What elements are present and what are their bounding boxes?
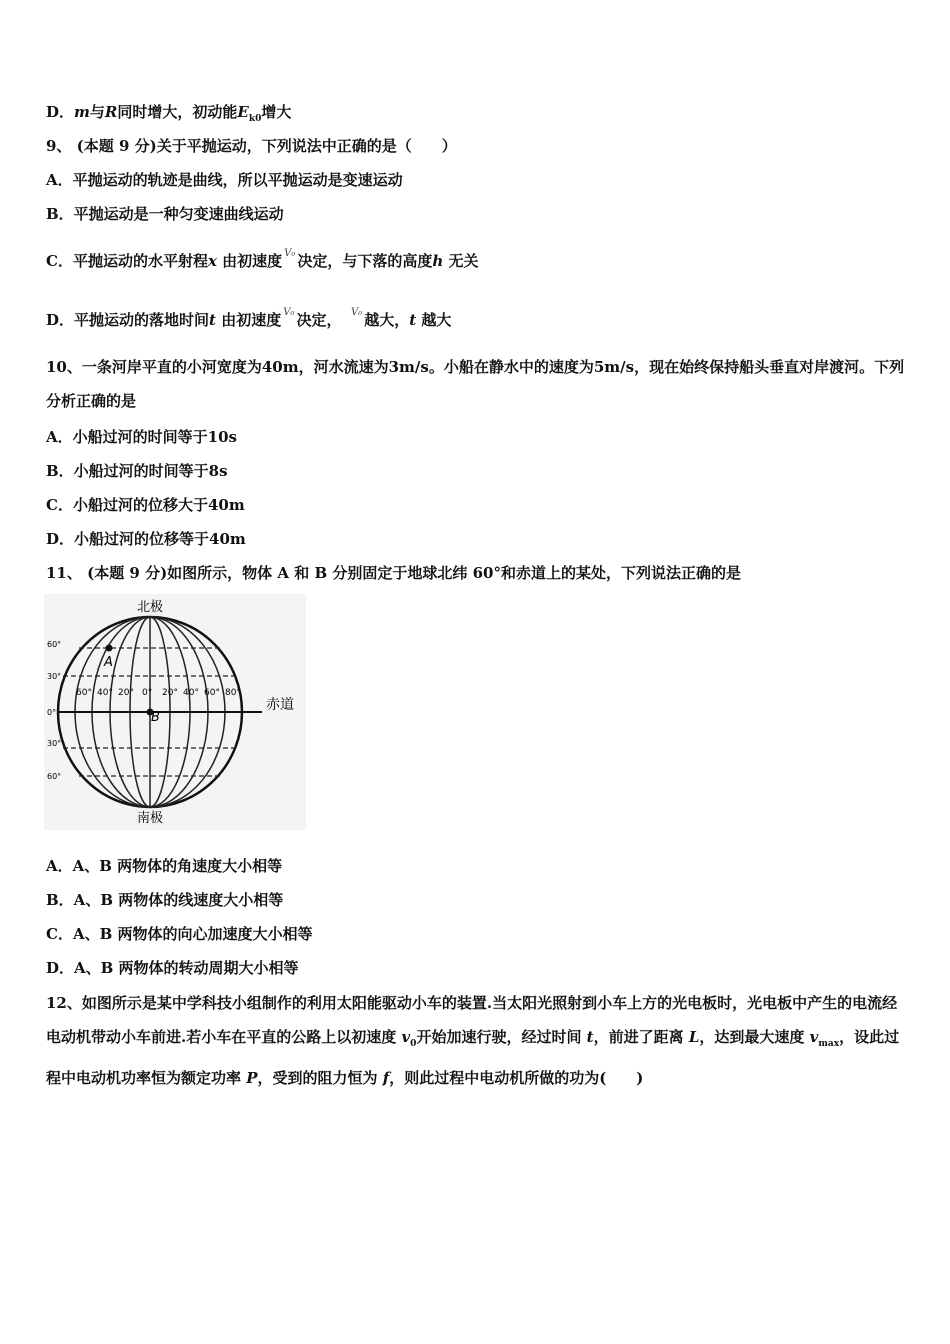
lon-label: 20° [118, 688, 134, 698]
q9-option-c: C．平抛运动的水平射程x 由初速度 $^{V_0}$ 决定，与下落的高度h 无关 [46, 248, 479, 270]
q9-option-b: B．平抛运动是一种匀变速曲线运动 [46, 205, 284, 223]
lat-label: 0° [47, 708, 57, 717]
q12-stem: 12、如图所示是某中学科技小组制作的利用太阳能驱动小车的装置.当太阳光照射到小车上方的光电板时，光电板中产生的电流经电动机带动小车前进.若小车在平直的公路上以初速度 $v_0$开始加速行驶，经过时间 t，前进了距离 L，达到最大速度 $v_{max}$，设此过程中电动机功率恒为额定功率 P，受到的阻力恒为 f，则此过程中电动机所做的功为( ) [46, 994, 900, 1087]
q11-stem: 11、 (本题 9 分)如图所示，物体 A 和 B 分别固定于地球北纬 60°和赤道上的某处，下列说法正确的是 [46, 564, 741, 582]
lon-label: 40° [183, 688, 199, 698]
q9-stem: 9、 (本题 9 分)关于平抛运动，下列说法中正确的是（ ） [46, 137, 457, 155]
q11-option-a: A．A、B 两物体的角速度大小相等 [46, 857, 283, 875]
q10-stem: 10、一条河岸平直的小河宽度为40m，河水流速为3m/s。小船在静水中的速度为5m/s，现在始终保持船头垂直对岸渡河。下列分析正确的是 [46, 358, 905, 410]
q10-option-c: C．小船过河的位移大于40m [46, 496, 245, 514]
north-pole-label: 北极 [136, 600, 164, 615]
q9-option-a: A．平抛运动的轨迹是曲线，所以平抛运动是变速运动 [46, 171, 403, 189]
equator-label: 赤道 [266, 697, 294, 713]
lat-label: 60° [47, 772, 62, 781]
lat-label: 60° [47, 640, 62, 649]
lon-label: 0° [142, 688, 153, 698]
lat-label: 30° [47, 672, 62, 681]
south-pole-label: 南极 [136, 811, 164, 826]
q9-option-d: D．平抛运动的落地时间t 由初速度 $^{V_0}$ 决定， $^{V_0}$ 越大，t 越大 [46, 307, 452, 329]
q11-option-c: C．A、B 两物体的向心加速度大小相等 [46, 925, 313, 943]
lat-label: 30° [47, 739, 62, 748]
lon-label: 80° [225, 688, 241, 698]
q11-option-b: B．A、B 两物体的线速度大小相等 [46, 891, 284, 909]
q10-option-d: D．小船过河的位移等于40m [46, 530, 246, 548]
point-b-label: B [151, 710, 160, 725]
lon-label: 40° [97, 688, 113, 698]
q11-option-d: D．A、B 两物体的转动周期大小相等 [46, 959, 299, 977]
q10-option-b: B．小船过河的时间等于8s [46, 462, 228, 480]
q8-option-d: D．m与R同时增大，初动能$E_{k0}$增大 [46, 103, 292, 124]
lon-label: 60° [76, 688, 92, 698]
globe-figure [44, 594, 306, 830]
point-a [106, 645, 113, 652]
q10-option-a: A．小船过河的时间等于10s [46, 428, 237, 446]
lon-label: 20° [162, 688, 178, 698]
lon-label: 60° [204, 688, 220, 698]
point-a-label: A [104, 655, 113, 670]
